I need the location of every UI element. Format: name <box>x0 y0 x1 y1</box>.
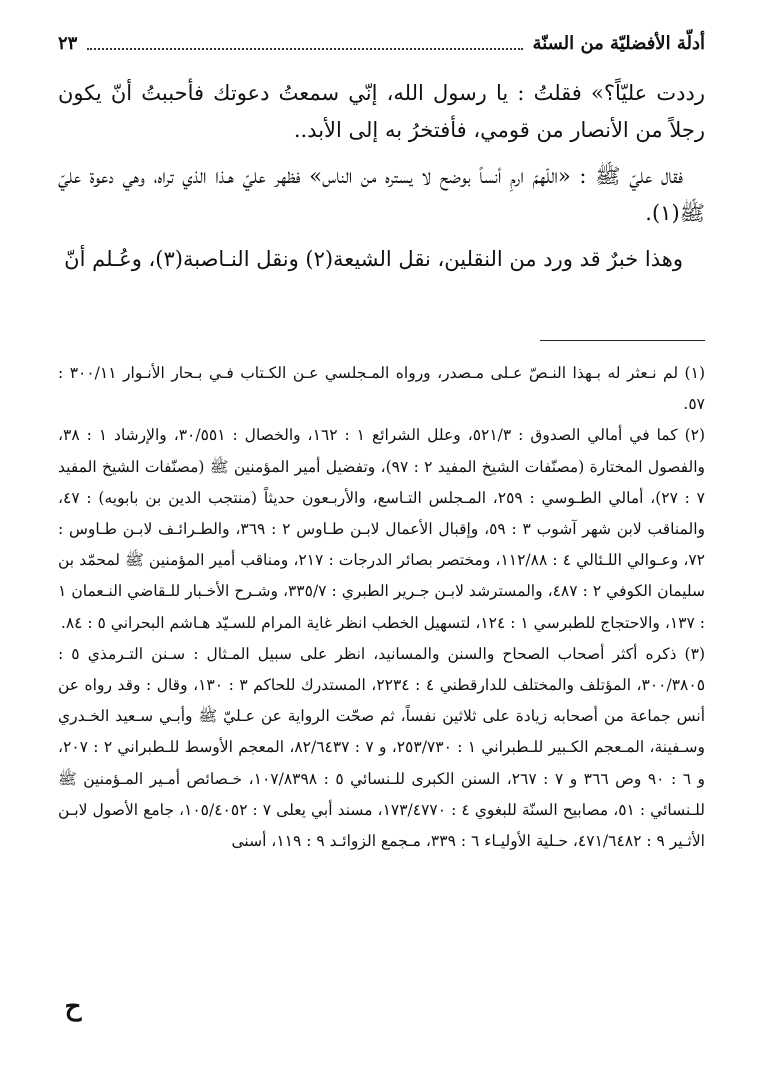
footnote-1: (١) لم نـعثر له بـهذا النـصّ عـلى مـصدر، ورواه المـجلسي عـن الكـتاب فـي بـحار الأنـوار ٣٠٠/١١ : ٥٧. <box>58 364 705 414</box>
main-text <box>58 75 705 287</box>
footnotes <box>58 358 705 857</box>
main-paragraph-3: وهذا خبرٌ قد ورد من النقلين، نقل الشيعة(٢) ونقل النـاصبة(٣)، وعُـلم أنّ <box>64 247 683 271</box>
main-paragraph-1: رددت عليّاً؟» فقلتُ : يا رسول الله، إنّي سمعتُ دعوتك فأحببتُ أنّ يكون رجلاً من الأنصار من قومي، فأفتخرُ به إلى الأبد.. <box>58 81 705 142</box>
running-header <box>58 28 705 58</box>
continuation-mark: ح <box>64 992 82 1022</box>
main-paragraph-2: فقال عليّ ﷺ : «اللّهمّ ارمِ أنساً بوضح لا يستره من الناس» فظهر عليّ هـذا الذي تراه، وهي دعوة عليّ ﷺ(١). <box>58 164 705 225</box>
footnote-2: (٢) كما في أمالي الصدوق : ٥٢١/٣، وعلل الشرائع ١ : ١٦٢، والخصال : ٣٠/٥٥١، والإرشاد ١ : ٣٨، والفصول المختارة (مصنّفات الشيخ المفيد ٢ : ٩٧)، وتفضيل أمير المؤمنين ﷺ (مصنّفات الشيخ المفيد ٧ : ٢٧)، أمالي الطـوسي : ٢٥٩، المـجلس التـاسع، والأربـعون حديثاً (منتجب الدين بن بابويه) : ٤٧، والمناقب لابن شهر آشوب ٣ : ٥٩، وإقبال الأعمال لابـن طـاوس ٢ : ٣٦٩، والطـرائـف لابـن طـاوس : ٧٢، وعـوالي اللـئالي ٤ : ١١٢/٨٨، ومختصر بصائر الدرجات : ٢١٧، ومناقب أمير المؤمنين ﷺ لمحمّد بن سليمان الكوفي ٢ : ٤٨٧، والمسترشد لابـن جـرير الطبري : ٣٣٥/٧، وشـرح الأخـبار للـقاضي النـعمان ١ : ١٣٧، والاحتجاج للطبرسي ١ : ١٢٤، لتسهيل الخطب انظر غاية المرام للسـيّد هـاشم البحراني ٥ : ٨٤. <box>58 426 706 632</box>
header-dot-leader <box>87 48 522 50</box>
footnote-3: (٣) ذكره أكثر أصحاب الصحاح والسنن والمسانيد، انظر على سبيل المـثال : سـنن التـرمذي ٥ : ٣٠٠/٣٨٠٥، المؤتلف والمختلف للدارقطني ٤ : ٢٢٣٤، المستدرك للحاكم ٣ : ١٣٠، وقال : وقد رواه عن أنس جماعة من أصحابه زيادة على ثلاثين نفساً، ثم صحّت الرواية عن عـليّ ﷺ وأبـي سـعيد الخـدري وسـفينة، المـعجم الكـبير للـطبراني ١ : ٢٥٣/٧٣٠، و ٧ : ٨٢/٦٤٣٧، المعجم الأوسط للـطبراني ٢ : ٢٠٧، و ٦ : ٩٠ وص ٣٦٦ و ٧ : ٢٦٧، السنن الكبرى للـنسائي ٥ : ١٠٧/٨٣٩٨، خـصائص أمـير المـؤمنين ﷺ للـنسائي : ٥١، مصابيح السنّة للبغوي ٤ : ١٧٣/٤٧٧٠، مسند أبي يعلى ٧ : ١٠٥/٤٠٥٢، جامع الأصول لابـن الأثـير ٩ : ٤٧١/٦٤٨٢، حـلية الأوليـاء ٦ : ٣٣٩، مـجمع الزوائـد ٩ : ١١٩، أسنى <box>58 644 706 851</box>
page-number: ٢٣ <box>58 32 78 54</box>
header-title: أدلّة الأفضليّة من السنّة <box>532 32 705 54</box>
footnote-separator <box>540 340 705 341</box>
